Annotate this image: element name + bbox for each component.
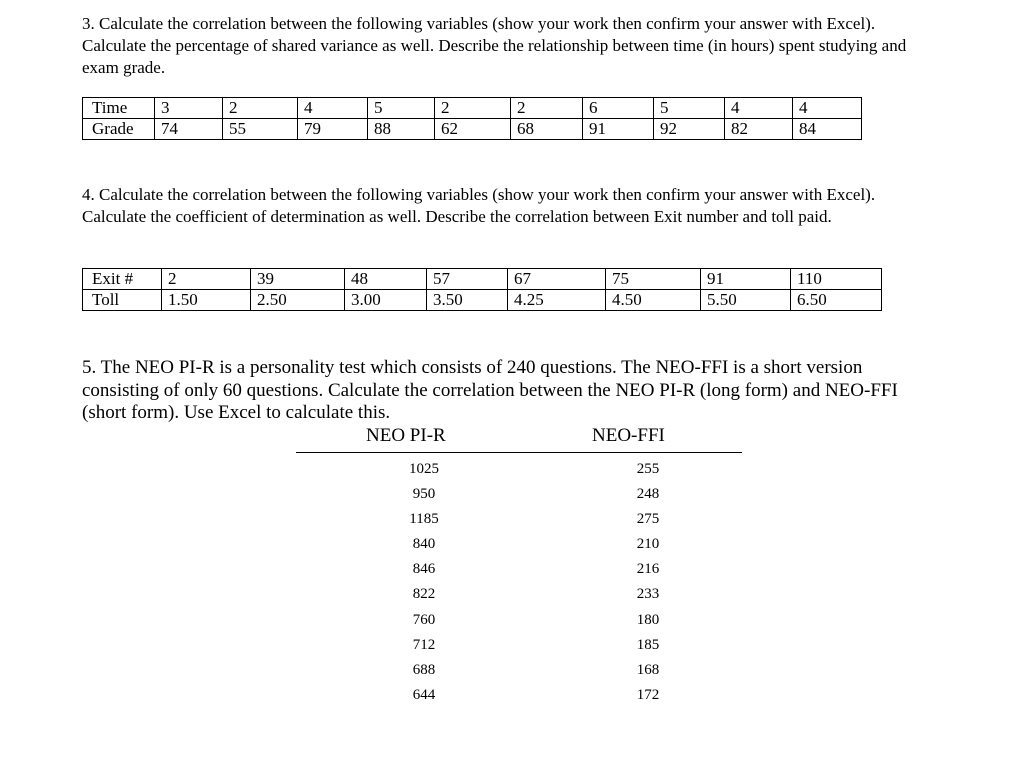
neo-table-header — [296, 424, 742, 453]
neo-pi-r-value: 644 — [412, 686, 436, 703]
time-cell: 5 — [654, 98, 725, 119]
time-cell: 2 — [435, 98, 511, 119]
time-cell: 4 — [298, 98, 368, 119]
neo-ffi-value: 248 — [636, 486, 660, 503]
time-cell: 3 — [155, 98, 223, 119]
grade-row — [83, 119, 862, 140]
neo-pi-r-value: 712 — [412, 636, 436, 653]
grade-cell: 91 — [583, 119, 654, 140]
time-cell: 4 — [725, 98, 793, 119]
exit-cell: 67 — [508, 269, 606, 290]
grade-cell: 88 — [368, 119, 435, 140]
time-row — [83, 98, 862, 119]
exit-cell: 75 — [606, 269, 701, 290]
toll-cell: 6.50 — [791, 290, 882, 311]
question-5-text: 5. The NEO PI-R is a personality test which consists of 240 questions. The NEO-FFI is a short version consisting of only 60 questions. Calculate the correlation between the NEO PI-R (long form) and NEO-FFI (short form). Use Excel to calculate this. — [82, 357, 898, 423]
neo-pi-r-value: 840 — [412, 536, 436, 553]
time-cell: 6 — [583, 98, 654, 119]
exit-cell: 39 — [251, 269, 345, 290]
neo-pi-r-value: 1185 — [409, 511, 439, 528]
grade-cell: 74 — [155, 119, 223, 140]
toll-cell: 4.25 — [508, 290, 606, 311]
time-grade-table — [82, 97, 862, 140]
grade-cell: 79 — [298, 119, 368, 140]
grade-cell: 62 — [435, 119, 511, 140]
neo-ffi-value: 255 — [636, 461, 660, 477]
neo-ffi-header: NEO-FFI — [592, 425, 665, 446]
neo-ffi-value: 168 — [636, 661, 660, 678]
time-cell: 2 — [511, 98, 583, 119]
grade-cell: 92 — [654, 119, 725, 140]
exit-cell: 2 — [162, 269, 251, 290]
toll-cell: 1.50 — [162, 290, 251, 311]
neo-ffi-column — [618, 460, 678, 711]
neo-ffi-value: 275 — [636, 511, 660, 528]
row-label-time: Time — [83, 98, 155, 119]
neo-ffi-value: 233 — [636, 586, 660, 603]
neo-ffi-value: 216 — [636, 561, 660, 578]
neo-ffi-value: 185 — [636, 636, 660, 653]
time-cell: 5 — [368, 98, 435, 119]
time-cell: 4 — [793, 98, 862, 119]
row-label-exit: Exit # — [83, 269, 162, 290]
toll-cell: 2.50 — [251, 290, 345, 311]
neo-pi-r-value: 822 — [412, 586, 436, 603]
question-3-text: 3. Calculate the correlation between the following variables (show your work then confirm your answer with Excel). Calculate the percentage of shared variance as well. Describe the relationship between time (in hours) spent studying and exam grade. — [82, 14, 907, 77]
toll-cell: 5.50 — [701, 290, 791, 311]
neo-pi-r-value: 846 — [412, 561, 436, 578]
neo-ffi-value: 210 — [636, 536, 660, 553]
toll-cell: 3.00 — [345, 290, 427, 311]
exit-cell: 57 — [427, 269, 508, 290]
exit-cell: 48 — [345, 269, 427, 290]
time-cell: 2 — [223, 98, 298, 119]
neo-pi-r-column — [394, 460, 454, 711]
neo-pi-r-header: NEO PI-R — [366, 425, 446, 446]
grade-cell: 68 — [511, 119, 583, 140]
grade-cell: 82 — [725, 119, 793, 140]
exit-row — [83, 269, 882, 290]
neo-pi-r-value: 950 — [412, 486, 436, 503]
neo-pi-r-value: 760 — [412, 611, 436, 628]
grade-cell: 55 — [223, 119, 298, 140]
neo-pi-r-value: 688 — [412, 661, 436, 678]
exit-cell: 110 — [791, 269, 882, 290]
neo-ffi-value: 172 — [636, 686, 660, 703]
row-label-toll: Toll — [83, 290, 162, 311]
toll-row — [83, 290, 882, 311]
grade-cell: 84 — [793, 119, 862, 140]
row-label-grade: Grade — [83, 119, 155, 140]
toll-cell: 4.50 — [606, 290, 701, 311]
neo-ffi-value: 180 — [636, 611, 660, 628]
neo-pi-r-value: 1025 — [409, 461, 439, 477]
question-4-text: 4. Calculate the correlation between the following variables (show your work then confirm your answer with Excel). Calculate the coefficient of determination as well. Describe the correlation between Exit number and toll paid. — [82, 185, 876, 226]
exit-cell: 91 — [701, 269, 791, 290]
neo-scores-table — [296, 424, 742, 703]
exit-toll-table — [82, 268, 882, 311]
toll-cell: 3.50 — [427, 290, 508, 311]
